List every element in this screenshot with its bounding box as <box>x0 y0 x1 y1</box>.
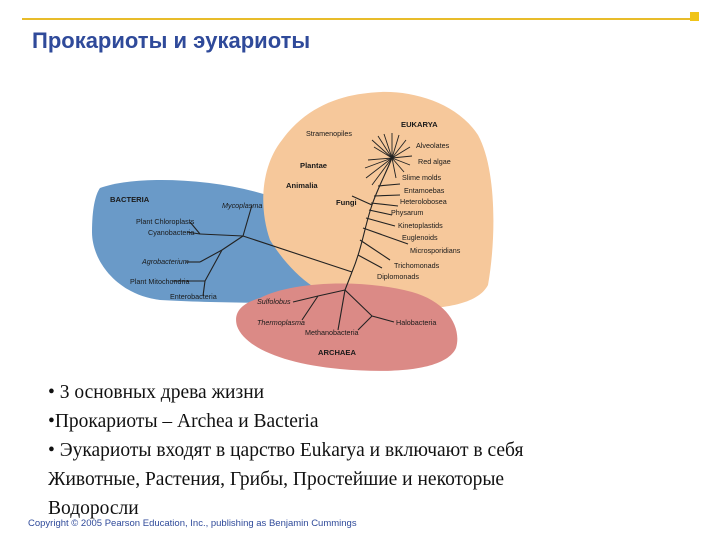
label-entamoebas: Entamoebas <box>404 186 445 195</box>
label-plant-mitochondria: Plant Mitochondria <box>130 277 190 286</box>
bullet-item: •Прокариоты – Archea и Bacteria <box>48 411 319 432</box>
bullet-item: • Эукариоты входят в царство Eukarya и включают в себя <box>48 440 524 461</box>
label-diplomonads: Diplomonads <box>377 272 419 281</box>
label-stramenopiles: Stramenopiles <box>306 129 352 138</box>
label-fungi: Fungi <box>336 198 357 207</box>
label-kinetoplastids: Kinetoplastids <box>398 221 443 230</box>
label-euglenoids: Euglenoids <box>402 233 438 242</box>
label-slime-molds: Slime molds <box>402 173 442 182</box>
label-microsporidians: Microsporidians <box>410 246 461 255</box>
bullet-item: Животные, Растения, Грибы, Простейшие и некоторые <box>48 469 505 490</box>
label-alveolates: Alveolates <box>416 141 450 150</box>
label-methanobacteria: Methanobacteria <box>305 328 359 337</box>
label-plant-chloroplasts: Plant Chloroplasts <box>136 217 195 226</box>
bullet-list <box>48 378 688 523</box>
copyright-notice: Copyright © 2005 Pearson Education, Inc., publishing as Benjamin Cummings <box>28 518 357 529</box>
label-physarum: Physarum <box>391 208 424 217</box>
label-thermoplasma: Thermoplasma <box>257 318 305 327</box>
page-title: Прокариоты и эукариоты <box>32 28 311 53</box>
label-halobacteria: Halobacteria <box>396 318 437 327</box>
label-red-algae: Red algae <box>418 157 451 166</box>
label-trichomonads: Trichomonads <box>394 261 440 270</box>
label-cyanobacteria: Cyanobacteria <box>148 228 195 237</box>
domain-label-archaea: ARCHAEA <box>318 348 356 357</box>
label-plantae: Plantae <box>300 161 328 170</box>
label-sulfolobus: Sulfolobus <box>257 297 291 306</box>
label-enterobacteria: Enterobacteria <box>170 292 217 301</box>
domain-label-eukarya: EUKARYA <box>401 120 438 129</box>
domain-label-bacteria: BACTERIA <box>110 195 150 204</box>
bullet-item: Водоросли <box>48 498 139 519</box>
label-heterolobosea: Heterolobosea <box>400 197 447 206</box>
label-agrobacterium: Agrobacterium <box>142 257 189 266</box>
bullet-item: • 3 основных древа жизни <box>48 382 265 403</box>
label-mycoplasma: Mycoplasma <box>222 201 263 210</box>
label-animalia: Animalia <box>286 181 318 190</box>
